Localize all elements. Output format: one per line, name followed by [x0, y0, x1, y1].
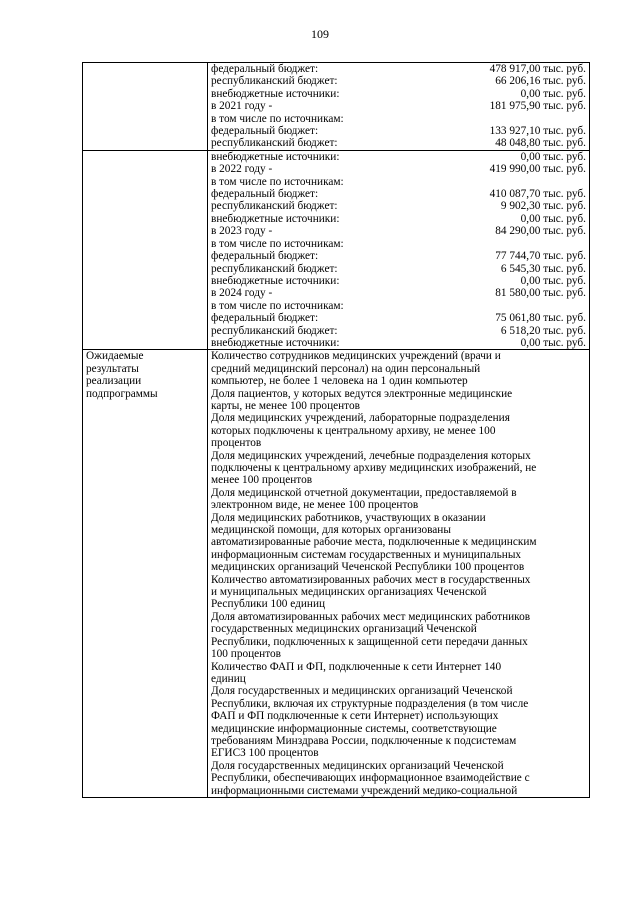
results-label-line: реализации [86, 375, 142, 388]
result-indicator [211, 611, 586, 661]
results-content-cell [208, 350, 590, 798]
finance-line [211, 125, 586, 137]
finance-line-value: 84 290,00 тыс. руб. [495, 225, 586, 238]
page-number: 109 [311, 27, 329, 41]
result-indicator [211, 760, 586, 797]
result-indicator-line: карты, не менее 100 процентов [211, 399, 360, 412]
finance-line-value: 0,00 тыс. руб. [520, 87, 586, 100]
finance-line-label: федеральный бюджет: [211, 250, 319, 263]
finance-line-label: внебюджетные источники: [211, 336, 340, 349]
finance-line-label: в 2022 году - [211, 163, 273, 176]
finance-line-label: республиканский бюджет: [211, 200, 338, 213]
result-indicator-line: информационным системам государственных и муниципальных [211, 548, 522, 561]
result-indicator [211, 661, 586, 686]
result-indicator-line: 100 процентов [211, 648, 281, 661]
result-indicator [211, 487, 586, 512]
result-indicator-line: подключены к центральному архиву медицинских изображений, не [211, 462, 537, 474]
finance-line-label: федеральный бюджет: [211, 63, 319, 75]
result-indicator-line: Количество ФАП и ФП, подключенные к сети Интернет 140 [211, 660, 502, 673]
finance-line-label: в том числе по источникам: [211, 175, 344, 188]
result-indicator-line: Доля пациентов, у которых ведутся электронные медицинские [211, 387, 513, 400]
finance-line-label: в том числе по источникам: [211, 237, 344, 250]
finance-values-cell-2 [208, 150, 590, 350]
finance-line-label: республиканский бюджет: [211, 262, 338, 275]
result-indicator-line: ЕГИСЗ 100 процентов [211, 747, 319, 760]
finance-line-label: в 2023 году - [211, 225, 273, 238]
result-indicator-line: автоматизированные рабочие места, подключенные к медицинским [211, 536, 537, 549]
finance-label-cell-1 [83, 63, 208, 151]
result-indicator-line: Доля государственных и медицинских организаций Чеченской [211, 685, 513, 698]
finance-line-value: 48 048,80 тыс. руб. [495, 137, 586, 150]
finance-line-value: 77 744,70 тыс. руб. [495, 250, 586, 263]
finance-line [211, 213, 586, 225]
result-indicator-line: компьютер, не более 1 человека на 1 один компьютер [211, 375, 468, 388]
finance-line [211, 176, 586, 188]
result-indicator-line: процентов [211, 437, 262, 450]
finance-line-value: 181 975,90 тыс. руб. [489, 100, 586, 113]
finance-line-label: республиканский бюджет: [211, 324, 338, 337]
finance-line-label: внебюджетные источники: [211, 150, 340, 163]
result-indicator [211, 685, 586, 759]
finance-line [211, 275, 586, 287]
result-indicator-line: электронном виде, не менее 100 процентов [211, 499, 419, 512]
finance-line [211, 263, 586, 275]
finance-line-label: в том числе по источникам: [211, 112, 344, 125]
result-indicator [211, 574, 586, 611]
results-row [83, 350, 590, 798]
finance-line-value: 419 990,00 тыс. руб. [489, 163, 586, 176]
finance-line [211, 163, 586, 175]
finance-line [211, 75, 586, 87]
finance-line-label: внебюджетные источники: [211, 87, 340, 100]
result-indicator-line: которых подключены к центральному архиву, не менее 100 [211, 424, 496, 437]
result-indicator-line: медицинских организаций Чеченской Республики 100 процентов [211, 561, 525, 574]
finance-line [211, 113, 586, 125]
finance-line [211, 63, 586, 75]
finance-row-2 [83, 150, 590, 350]
finance-row-1 [83, 63, 590, 151]
finance-line-label: в 2024 году - [211, 287, 273, 300]
finance-line-label: республиканский бюджет: [211, 137, 338, 150]
results-label-line: подпрограммы [86, 387, 158, 400]
finance-line-label: внебюджетные источники: [211, 274, 340, 287]
result-indicator-line: Доля медицинской отчетной документации, предоставляемой в [211, 486, 517, 499]
result-indicator [211, 412, 586, 449]
finance-line-value: 6 545,30 тыс. руб. [500, 262, 586, 275]
finance-line [211, 325, 586, 337]
finance-values-cell-1 [208, 63, 590, 151]
finance-line-label: федеральный бюджет: [211, 312, 319, 325]
result-indicator-line: ФАП и ФП подключенные к сети Интернет) использующих [211, 710, 499, 723]
finance-line-value: 410 087,70 тыс. руб. [489, 188, 586, 201]
result-indicator-line: информационными системами учреждений медико-социальной [211, 784, 518, 797]
result-indicator-line: Республики, подключенных к защищенной сети передачи данных [211, 635, 528, 648]
result-indicator-line: Доля медицинских работников, участвующих в оказании [211, 511, 486, 524]
result-indicator-line: Количество сотрудников медицинских учреждений (врачи и [211, 350, 501, 363]
finance-label-cell-2 [83, 150, 208, 350]
finance-line-label: внебюджетные источники: [211, 212, 340, 225]
finance-line-value: 0,00 тыс. руб. [520, 150, 586, 163]
finance-line-value: 133 927,10 тыс. руб. [489, 125, 586, 138]
finance-line-label: в 2021 году - [211, 100, 273, 113]
finance-line-value: 0,00 тыс. руб. [520, 212, 586, 225]
result-indicator-line: единиц [211, 672, 246, 685]
finance-line-label: в том числе по источникам: [211, 299, 344, 312]
finance-line-label: федеральный бюджет: [211, 125, 319, 138]
finance-line-value: 81 580,00 тыс. руб. [495, 287, 586, 300]
result-indicator-line: требованиям Минздрава России, подключенные к подсистемам [211, 734, 517, 747]
finance-line [211, 300, 586, 312]
result-indicator-line: Республики, включая их структурные подразделения (в том числе [211, 697, 529, 710]
result-indicator-line: Доля медицинских учреждений, лабораторные подразделения [211, 412, 510, 425]
result-indicator [211, 450, 586, 487]
finance-line-value: 75 061,80 тыс. руб. [495, 312, 586, 325]
result-indicator-line: Республики, обеспечивающих информационное взаимодействие с [211, 772, 530, 785]
result-indicator-line: средний медицинский персонал) на один персональный [211, 362, 481, 375]
result-indicator [211, 512, 586, 574]
result-indicator-line: Доля автоматизированных рабочих мест медицинских работников [211, 610, 531, 623]
finance-line-value: 478 917,00 тыс. руб. [489, 63, 586, 75]
finance-line-value: 6 518,20 тыс. руб. [500, 324, 586, 337]
finance-line [211, 88, 586, 100]
finance-line-label: республиканский бюджет: [211, 75, 338, 88]
finance-line-value: 66 206,16 тыс. руб. [495, 75, 586, 88]
result-indicator [211, 350, 586, 387]
result-indicator-line: и муниципальных медицинских организациях Чеченской [211, 586, 487, 599]
result-indicator-line: менее 100 процентов [211, 474, 313, 487]
results-label-cell [83, 350, 208, 798]
result-indicator-line: медицинские информационные системы, соответствующие [211, 722, 497, 735]
finance-line [211, 312, 586, 324]
results-label-line: результаты [86, 362, 139, 375]
result-indicator-line: Республики 100 единиц [211, 598, 326, 611]
program-passport-table [82, 62, 590, 798]
result-indicator-line: государственных медицинских организаций Чеченской [211, 623, 477, 636]
result-indicator-line: медицинской помощи, для которых организованы [211, 524, 451, 537]
finance-line [211, 188, 586, 200]
finance-line [211, 238, 586, 250]
result-indicator-line: Количество автоматизированных рабочих мест в государственных [211, 573, 531, 586]
finance-line-value: 9 902,30 тыс. руб. [500, 200, 586, 213]
finance-line [211, 137, 586, 149]
finance-line [211, 225, 586, 237]
results-label-line: Ожидаемые [86, 350, 144, 363]
finance-line [211, 151, 586, 163]
finance-line-value: 0,00 тыс. руб. [520, 336, 586, 349]
finance-line [211, 287, 586, 299]
finance-line [211, 100, 586, 112]
finance-line [211, 200, 586, 212]
finance-line [211, 250, 586, 262]
finance-line-label: федеральный бюджет: [211, 188, 319, 201]
result-indicator [211, 388, 586, 413]
finance-line [211, 337, 586, 349]
finance-line-value: 0,00 тыс. руб. [520, 274, 586, 287]
result-indicator-line: Доля медицинских учреждений, лечебные подразделения которых [211, 449, 531, 462]
result-indicator-line: Доля государственных медицинских организаций Чеченской [211, 759, 504, 772]
